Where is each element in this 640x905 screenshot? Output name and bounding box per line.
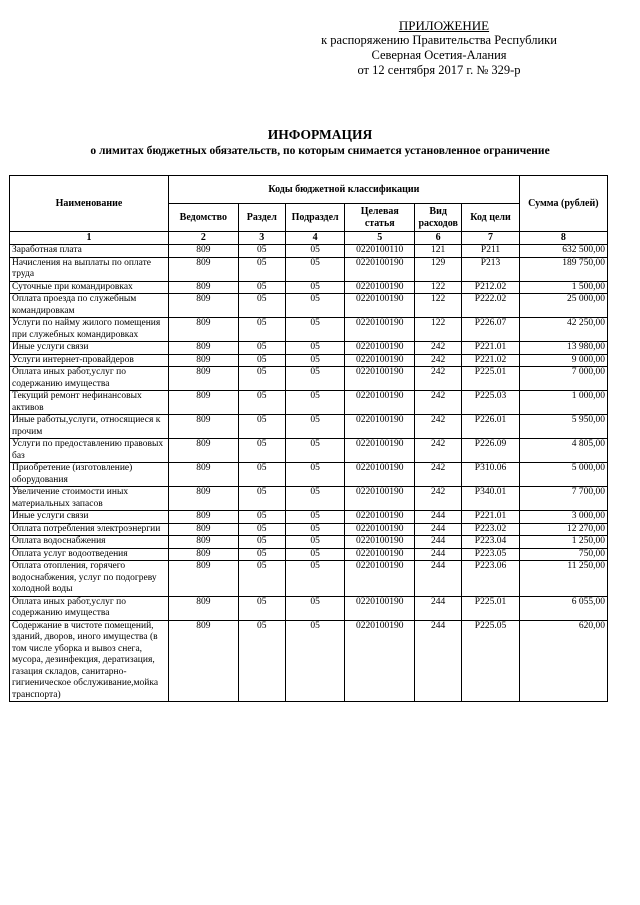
row-sum: 9 000,00 bbox=[519, 354, 607, 367]
row-name: Приобретение (изготовление) оборудования bbox=[10, 463, 169, 487]
row-subsection: 05 bbox=[285, 367, 344, 391]
row-name: Оплата проезда по служебным командировкам bbox=[10, 294, 169, 318]
table-body bbox=[10, 245, 608, 702]
row-goal-code: Р213 bbox=[462, 257, 519, 281]
row-target: 0220100190 bbox=[345, 367, 415, 391]
table-row bbox=[10, 415, 608, 439]
row-target: 0220100190 bbox=[345, 536, 415, 549]
table-row bbox=[10, 620, 608, 702]
document-header bbox=[304, 18, 574, 78]
table-row bbox=[10, 511, 608, 524]
header-sum: Сумма (рублей) bbox=[519, 176, 607, 232]
row-target: 0220100110 bbox=[345, 245, 415, 258]
row-subsection: 05 bbox=[285, 596, 344, 620]
row-sum: 1 000,00 bbox=[519, 391, 607, 415]
row-section: 05 bbox=[238, 415, 285, 439]
row-section: 05 bbox=[238, 354, 285, 367]
row-target: 0220100190 bbox=[345, 511, 415, 524]
row-exp-type: 122 bbox=[415, 281, 462, 294]
row-subsection: 05 bbox=[285, 523, 344, 536]
row-target: 0220100190 bbox=[345, 257, 415, 281]
row-goal-code: Р223.05 bbox=[462, 548, 519, 561]
header-target: Целевая статья bbox=[345, 204, 415, 232]
row-sum: 1 250,00 bbox=[519, 536, 607, 549]
row-exp-type: 122 bbox=[415, 318, 462, 342]
row-exp-type: 242 bbox=[415, 463, 462, 487]
row-name: Услуги интернет-провайдеров bbox=[10, 354, 169, 367]
row-goal-code: Р225.05 bbox=[462, 620, 519, 702]
table-row bbox=[10, 342, 608, 355]
col-number: 8 bbox=[519, 232, 607, 245]
header-section: Раздел bbox=[238, 204, 285, 232]
row-section: 05 bbox=[238, 620, 285, 702]
row-target: 0220100190 bbox=[345, 294, 415, 318]
row-dept: 809 bbox=[168, 548, 238, 561]
row-subsection: 05 bbox=[285, 294, 344, 318]
row-dept: 809 bbox=[168, 561, 238, 597]
row-target: 0220100190 bbox=[345, 596, 415, 620]
row-goal-code: Р221.01 bbox=[462, 342, 519, 355]
row-dept: 809 bbox=[168, 245, 238, 258]
row-sum: 4 805,00 bbox=[519, 439, 607, 463]
row-goal-code: Р223.04 bbox=[462, 536, 519, 549]
row-goal-code: Р221.02 bbox=[462, 354, 519, 367]
row-name: Услуги по предоставлению правовых баз bbox=[10, 439, 169, 463]
row-sum: 5 000,00 bbox=[519, 463, 607, 487]
row-exp-type: 242 bbox=[415, 391, 462, 415]
row-goal-code: Р223.06 bbox=[462, 561, 519, 597]
row-section: 05 bbox=[238, 391, 285, 415]
col-number: 5 bbox=[345, 232, 415, 245]
row-section: 05 bbox=[238, 487, 285, 511]
budget-limits-table bbox=[9, 175, 608, 702]
row-sum: 3 000,00 bbox=[519, 511, 607, 524]
row-subsection: 05 bbox=[285, 439, 344, 463]
row-exp-type: 242 bbox=[415, 342, 462, 355]
row-target: 0220100190 bbox=[345, 318, 415, 342]
table-row bbox=[10, 561, 608, 597]
row-goal-code: Р226.01 bbox=[462, 415, 519, 439]
row-sum: 25 000,00 bbox=[519, 294, 607, 318]
row-sum: 5 950,00 bbox=[519, 415, 607, 439]
row-dept: 809 bbox=[168, 511, 238, 524]
appendix-label: ПРИЛОЖЕНИЕ bbox=[398, 18, 490, 33]
row-exp-type: 244 bbox=[415, 511, 462, 524]
row-subsection: 05 bbox=[285, 511, 344, 524]
row-subsection: 05 bbox=[285, 245, 344, 258]
row-dept: 809 bbox=[168, 536, 238, 549]
row-section: 05 bbox=[238, 523, 285, 536]
row-goal-code: Р225.01 bbox=[462, 596, 519, 620]
row-section: 05 bbox=[238, 257, 285, 281]
row-dept: 809 bbox=[168, 487, 238, 511]
row-section: 05 bbox=[238, 463, 285, 487]
document-subtitle: о лимитах бюджетных обязательств, по которым снимается установленное ограничение bbox=[90, 145, 550, 157]
table-row bbox=[10, 281, 608, 294]
row-dept: 809 bbox=[168, 463, 238, 487]
row-name: Иные услуги связи bbox=[10, 511, 169, 524]
row-target: 0220100190 bbox=[345, 391, 415, 415]
row-section: 05 bbox=[238, 596, 285, 620]
column-numbers-row bbox=[10, 232, 608, 245]
row-dept: 809 bbox=[168, 415, 238, 439]
row-sum: 6 055,00 bbox=[519, 596, 607, 620]
row-section: 05 bbox=[238, 245, 285, 258]
row-dept: 809 bbox=[168, 596, 238, 620]
row-subsection: 05 bbox=[285, 257, 344, 281]
row-sum: 750,00 bbox=[519, 548, 607, 561]
row-goal-code: Р340.01 bbox=[462, 487, 519, 511]
table-row bbox=[10, 487, 608, 511]
row-sum: 620,00 bbox=[519, 620, 607, 702]
table-row bbox=[10, 439, 608, 463]
table-row bbox=[10, 391, 608, 415]
row-goal-code: Р226.07 bbox=[462, 318, 519, 342]
row-subsection: 05 bbox=[285, 318, 344, 342]
row-target: 0220100190 bbox=[345, 561, 415, 597]
row-target: 0220100190 bbox=[345, 548, 415, 561]
row-subsection: 05 bbox=[285, 342, 344, 355]
col-number: 7 bbox=[462, 232, 519, 245]
row-target: 0220100190 bbox=[345, 281, 415, 294]
row-goal-code: Р211 bbox=[462, 245, 519, 258]
table-row bbox=[10, 294, 608, 318]
row-exp-type: 244 bbox=[415, 536, 462, 549]
table-row bbox=[10, 596, 608, 620]
row-name: Оплата иных работ,услуг по содержанию имущества bbox=[10, 367, 169, 391]
row-target: 0220100190 bbox=[345, 523, 415, 536]
row-section: 05 bbox=[238, 561, 285, 597]
row-name: Услуги по найму жилого помещения при служебных командировках bbox=[10, 318, 169, 342]
row-dept: 809 bbox=[168, 367, 238, 391]
row-name: Иные услуги связи bbox=[10, 342, 169, 355]
row-name: Заработная плата bbox=[10, 245, 169, 258]
row-name: Оплата отопления, горячего водоснабжения, услуг по подогреву холодной воды bbox=[10, 561, 169, 597]
row-target: 0220100190 bbox=[345, 620, 415, 702]
row-name: Оплата иных работ,услуг по содержанию имущества bbox=[10, 596, 169, 620]
row-exp-type: 244 bbox=[415, 620, 462, 702]
row-subsection: 05 bbox=[285, 536, 344, 549]
row-exp-type: 121 bbox=[415, 245, 462, 258]
row-target: 0220100190 bbox=[345, 487, 415, 511]
row-subsection: 05 bbox=[285, 561, 344, 597]
row-section: 05 bbox=[238, 294, 285, 318]
row-name: Начисления на выплаты по оплате труда bbox=[10, 257, 169, 281]
row-subsection: 05 bbox=[285, 620, 344, 702]
row-section: 05 bbox=[238, 439, 285, 463]
row-dept: 809 bbox=[168, 439, 238, 463]
row-target: 0220100190 bbox=[345, 354, 415, 367]
row-name: Оплата водоснабжения bbox=[10, 536, 169, 549]
header-subsection: Подраздел bbox=[285, 204, 344, 232]
table-row bbox=[10, 245, 608, 258]
col-number: 3 bbox=[238, 232, 285, 245]
row-section: 05 bbox=[238, 548, 285, 561]
row-name: Оплата услуг водоотведения bbox=[10, 548, 169, 561]
row-section: 05 bbox=[238, 318, 285, 342]
row-goal-code: Р225.01 bbox=[462, 367, 519, 391]
table-row bbox=[10, 354, 608, 367]
row-dept: 809 bbox=[168, 318, 238, 342]
row-sum: 7 000,00 bbox=[519, 367, 607, 391]
row-goal-code: Р212.02 bbox=[462, 281, 519, 294]
row-exp-type: 122 bbox=[415, 294, 462, 318]
header-codes: Коды бюджетной классификации bbox=[168, 176, 519, 204]
decree-line-2: Северная Осетия-Алания bbox=[371, 48, 507, 62]
row-exp-type: 242 bbox=[415, 487, 462, 511]
row-dept: 809 bbox=[168, 391, 238, 415]
row-sum: 1 500,00 bbox=[519, 281, 607, 294]
row-exp-type: 244 bbox=[415, 561, 462, 597]
row-name: Суточные при командировках bbox=[10, 281, 169, 294]
row-goal-code: Р222.02 bbox=[462, 294, 519, 318]
table-row bbox=[10, 318, 608, 342]
table-row bbox=[10, 367, 608, 391]
document-title: ИНФОРМАЦИЯ bbox=[267, 127, 373, 142]
row-exp-type: 244 bbox=[415, 523, 462, 536]
row-exp-type: 242 bbox=[415, 415, 462, 439]
row-target: 0220100190 bbox=[345, 342, 415, 355]
col-number: 1 bbox=[10, 232, 169, 245]
row-name: Оплата потребления электроэнергии bbox=[10, 523, 169, 536]
row-subsection: 05 bbox=[285, 415, 344, 439]
header-name: Наименование bbox=[10, 176, 169, 232]
table-row bbox=[10, 523, 608, 536]
row-dept: 809 bbox=[168, 257, 238, 281]
row-section: 05 bbox=[238, 511, 285, 524]
row-sum: 11 250,00 bbox=[519, 561, 607, 597]
table-row bbox=[10, 536, 608, 549]
row-subsection: 05 bbox=[285, 463, 344, 487]
row-sum: 42 250,00 bbox=[519, 318, 607, 342]
header-dept: Ведомство bbox=[168, 204, 238, 232]
row-subsection: 05 bbox=[285, 281, 344, 294]
row-dept: 809 bbox=[168, 523, 238, 536]
row-target: 0220100190 bbox=[345, 415, 415, 439]
row-exp-type: 129 bbox=[415, 257, 462, 281]
row-dept: 809 bbox=[168, 342, 238, 355]
row-sum: 13 980,00 bbox=[519, 342, 607, 355]
row-exp-type: 242 bbox=[415, 367, 462, 391]
row-section: 05 bbox=[238, 342, 285, 355]
col-number: 6 bbox=[415, 232, 462, 245]
row-subsection: 05 bbox=[285, 548, 344, 561]
row-dept: 809 bbox=[168, 281, 238, 294]
row-exp-type: 242 bbox=[415, 439, 462, 463]
header-exp-type: Вид расходов bbox=[415, 204, 462, 232]
row-dept: 809 bbox=[168, 294, 238, 318]
row-goal-code: Р223.02 bbox=[462, 523, 519, 536]
row-dept: 809 bbox=[168, 354, 238, 367]
row-dept: 809 bbox=[168, 620, 238, 702]
decree-line-1: к распоряжению Правительства Республики bbox=[321, 33, 557, 47]
table-row bbox=[10, 463, 608, 487]
table-row bbox=[10, 548, 608, 561]
col-number: 2 bbox=[168, 232, 238, 245]
row-target: 0220100190 bbox=[345, 463, 415, 487]
row-goal-code: Р225.03 bbox=[462, 391, 519, 415]
row-name: Текущий ремонт нефинансовых активов bbox=[10, 391, 169, 415]
header-goal-code: Код цели bbox=[462, 204, 519, 232]
row-name: Иные работы,услуги, относящиеся к прочим bbox=[10, 415, 169, 439]
row-exp-type: 242 bbox=[415, 354, 462, 367]
row-exp-type: 244 bbox=[415, 548, 462, 561]
row-name: Увеличение стоимости иных материальных запасов bbox=[10, 487, 169, 511]
row-section: 05 bbox=[238, 367, 285, 391]
row-sum: 632 500,00 bbox=[519, 245, 607, 258]
row-sum: 12 270,00 bbox=[519, 523, 607, 536]
row-subsection: 05 bbox=[285, 391, 344, 415]
row-exp-type: 244 bbox=[415, 596, 462, 620]
row-sum: 189 750,00 bbox=[519, 257, 607, 281]
row-subsection: 05 bbox=[285, 354, 344, 367]
row-sum: 7 700,00 bbox=[519, 487, 607, 511]
table-row bbox=[10, 257, 608, 281]
col-number: 4 bbox=[285, 232, 344, 245]
row-subsection: 05 bbox=[285, 487, 344, 511]
row-name: Содержание в чистоте помещений, зданий, дворов, иного имущества (в том числе уборка и вывоз снега, мусора, дезинфекция, дератизация, газация складов, санитарно-гигиеническое обслуживание,мойка транспорта) bbox=[10, 620, 169, 702]
decree-date-number: от 12 сентября 2017 г. № 329-р bbox=[357, 63, 521, 77]
row-section: 05 bbox=[238, 281, 285, 294]
row-goal-code: Р226.09 bbox=[462, 439, 519, 463]
row-goal-code: Р221.01 bbox=[462, 511, 519, 524]
row-section: 05 bbox=[238, 536, 285, 549]
row-goal-code: Р310.06 bbox=[462, 463, 519, 487]
row-target: 0220100190 bbox=[345, 439, 415, 463]
